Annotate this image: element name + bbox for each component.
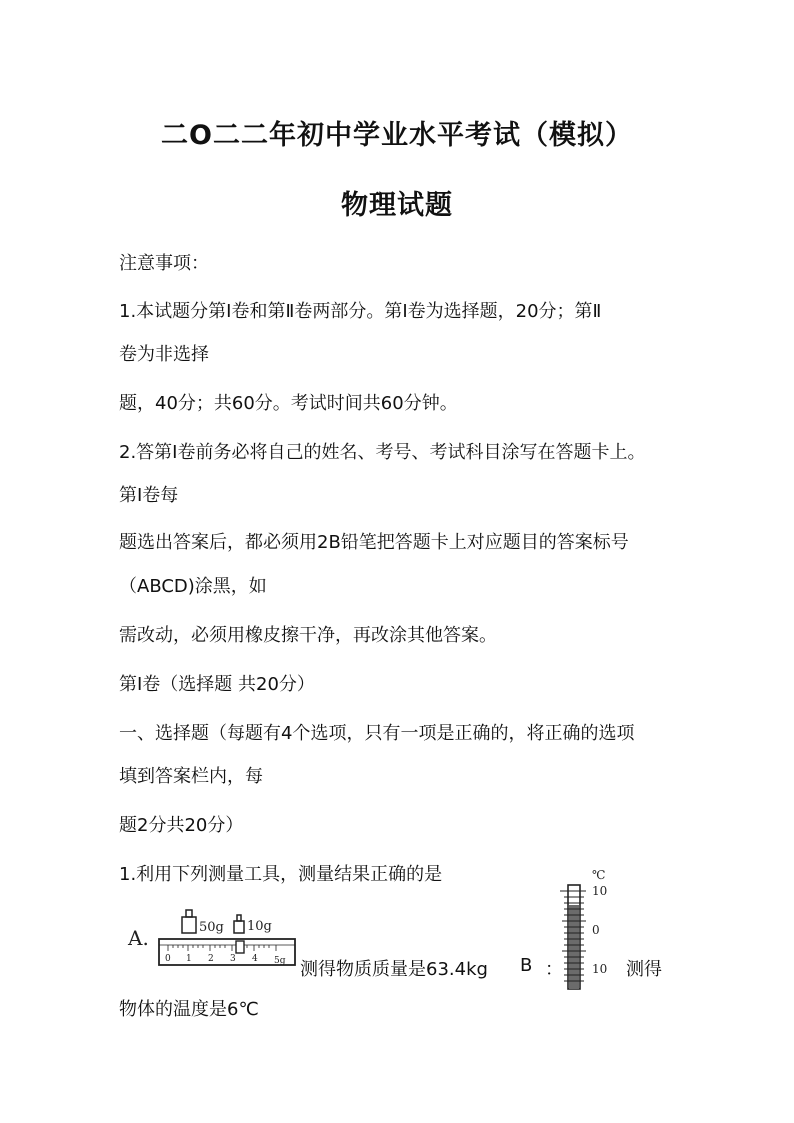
weight-10g-knob-icon — [237, 915, 241, 921]
notes-heading: 注意事项： — [119, 253, 209, 274]
ruler-tick-label: 5g — [274, 956, 286, 966]
option-b-colon: ： — [545, 959, 563, 980]
notes-line: 2.答第Ⅰ卷前务必将自己的姓名、考号、考试科目涂写在答题卡上。 — [119, 442, 646, 463]
section-instruction: 填到答案栏内，每 — [119, 766, 263, 787]
notes-line: 卷为非选择 — [119, 344, 209, 365]
thermometer-figure — [556, 863, 616, 991]
thermometer-tick-label: 10 — [592, 962, 608, 976]
thermometer-tick-label: 10 — [592, 884, 608, 898]
exam-main-title: 二O二二年初中学业水平考试（模拟） — [161, 120, 633, 151]
section-instruction: 题2分共20分） — [119, 815, 244, 836]
notes-line: 题，40分；共60分。考试时间共60分钟。 — [119, 393, 458, 414]
option-a-label: A. — [128, 926, 149, 950]
ruler-tick-label: 2 — [208, 954, 214, 964]
notes-line: 1.本试题分第Ⅰ卷和第Ⅱ卷两部分。第Ⅰ卷为选择题，20分；第Ⅱ — [119, 301, 602, 322]
ruler-tick-label: 4 — [252, 954, 258, 964]
thermometer-tick-label: 0 — [592, 923, 600, 937]
option-b-label: B — [520, 955, 533, 976]
ruler-tick-label: 3 — [230, 954, 236, 964]
weight-10g-label: 10g — [247, 919, 272, 934]
weight-50g-label: 50g — [199, 920, 224, 935]
thermometer-unit: ℃ — [592, 868, 606, 882]
notes-line: 第Ⅰ卷每 — [119, 485, 179, 506]
option-a-text: 测得物质质量是63.4kg — [300, 959, 488, 980]
subject-title: 物理试题 — [341, 190, 453, 221]
section-title: 第Ⅰ卷（选择题 共20分） — [119, 674, 315, 695]
rider-icon — [236, 941, 244, 953]
weight-50g-icon — [182, 917, 196, 933]
question-1-stem: 1.利用下列测量工具，测量结果正确的是 — [119, 864, 443, 885]
section-instruction: 一、选择题（每题有4个选项，只有一项是正确的，将正确的选项 — [119, 723, 635, 744]
notes-line: 题选出答案后，都必须用2B铅笔把答题卡上对应题目的答案标号 — [119, 532, 629, 553]
ruler-tick-label: 1 — [186, 954, 192, 964]
option-b-text: 测得 — [626, 959, 662, 980]
thermometer-liquid-icon — [569, 905, 579, 989]
option-b-text-continued: 物体的温度是6℃ — [119, 999, 259, 1020]
weight-10g-icon — [234, 921, 244, 933]
notes-line: 需改动，必须用橡皮擦干净，再改涂其他答案。 — [119, 625, 497, 646]
ruler-ticks — [168, 945, 276, 951]
balance-scale-figure — [126, 905, 298, 969]
ruler-tick-label: 0 — [165, 954, 171, 964]
weight-50g-knob-icon — [186, 910, 192, 917]
notes-line: （ABCD)涂黑，如 — [119, 576, 267, 597]
